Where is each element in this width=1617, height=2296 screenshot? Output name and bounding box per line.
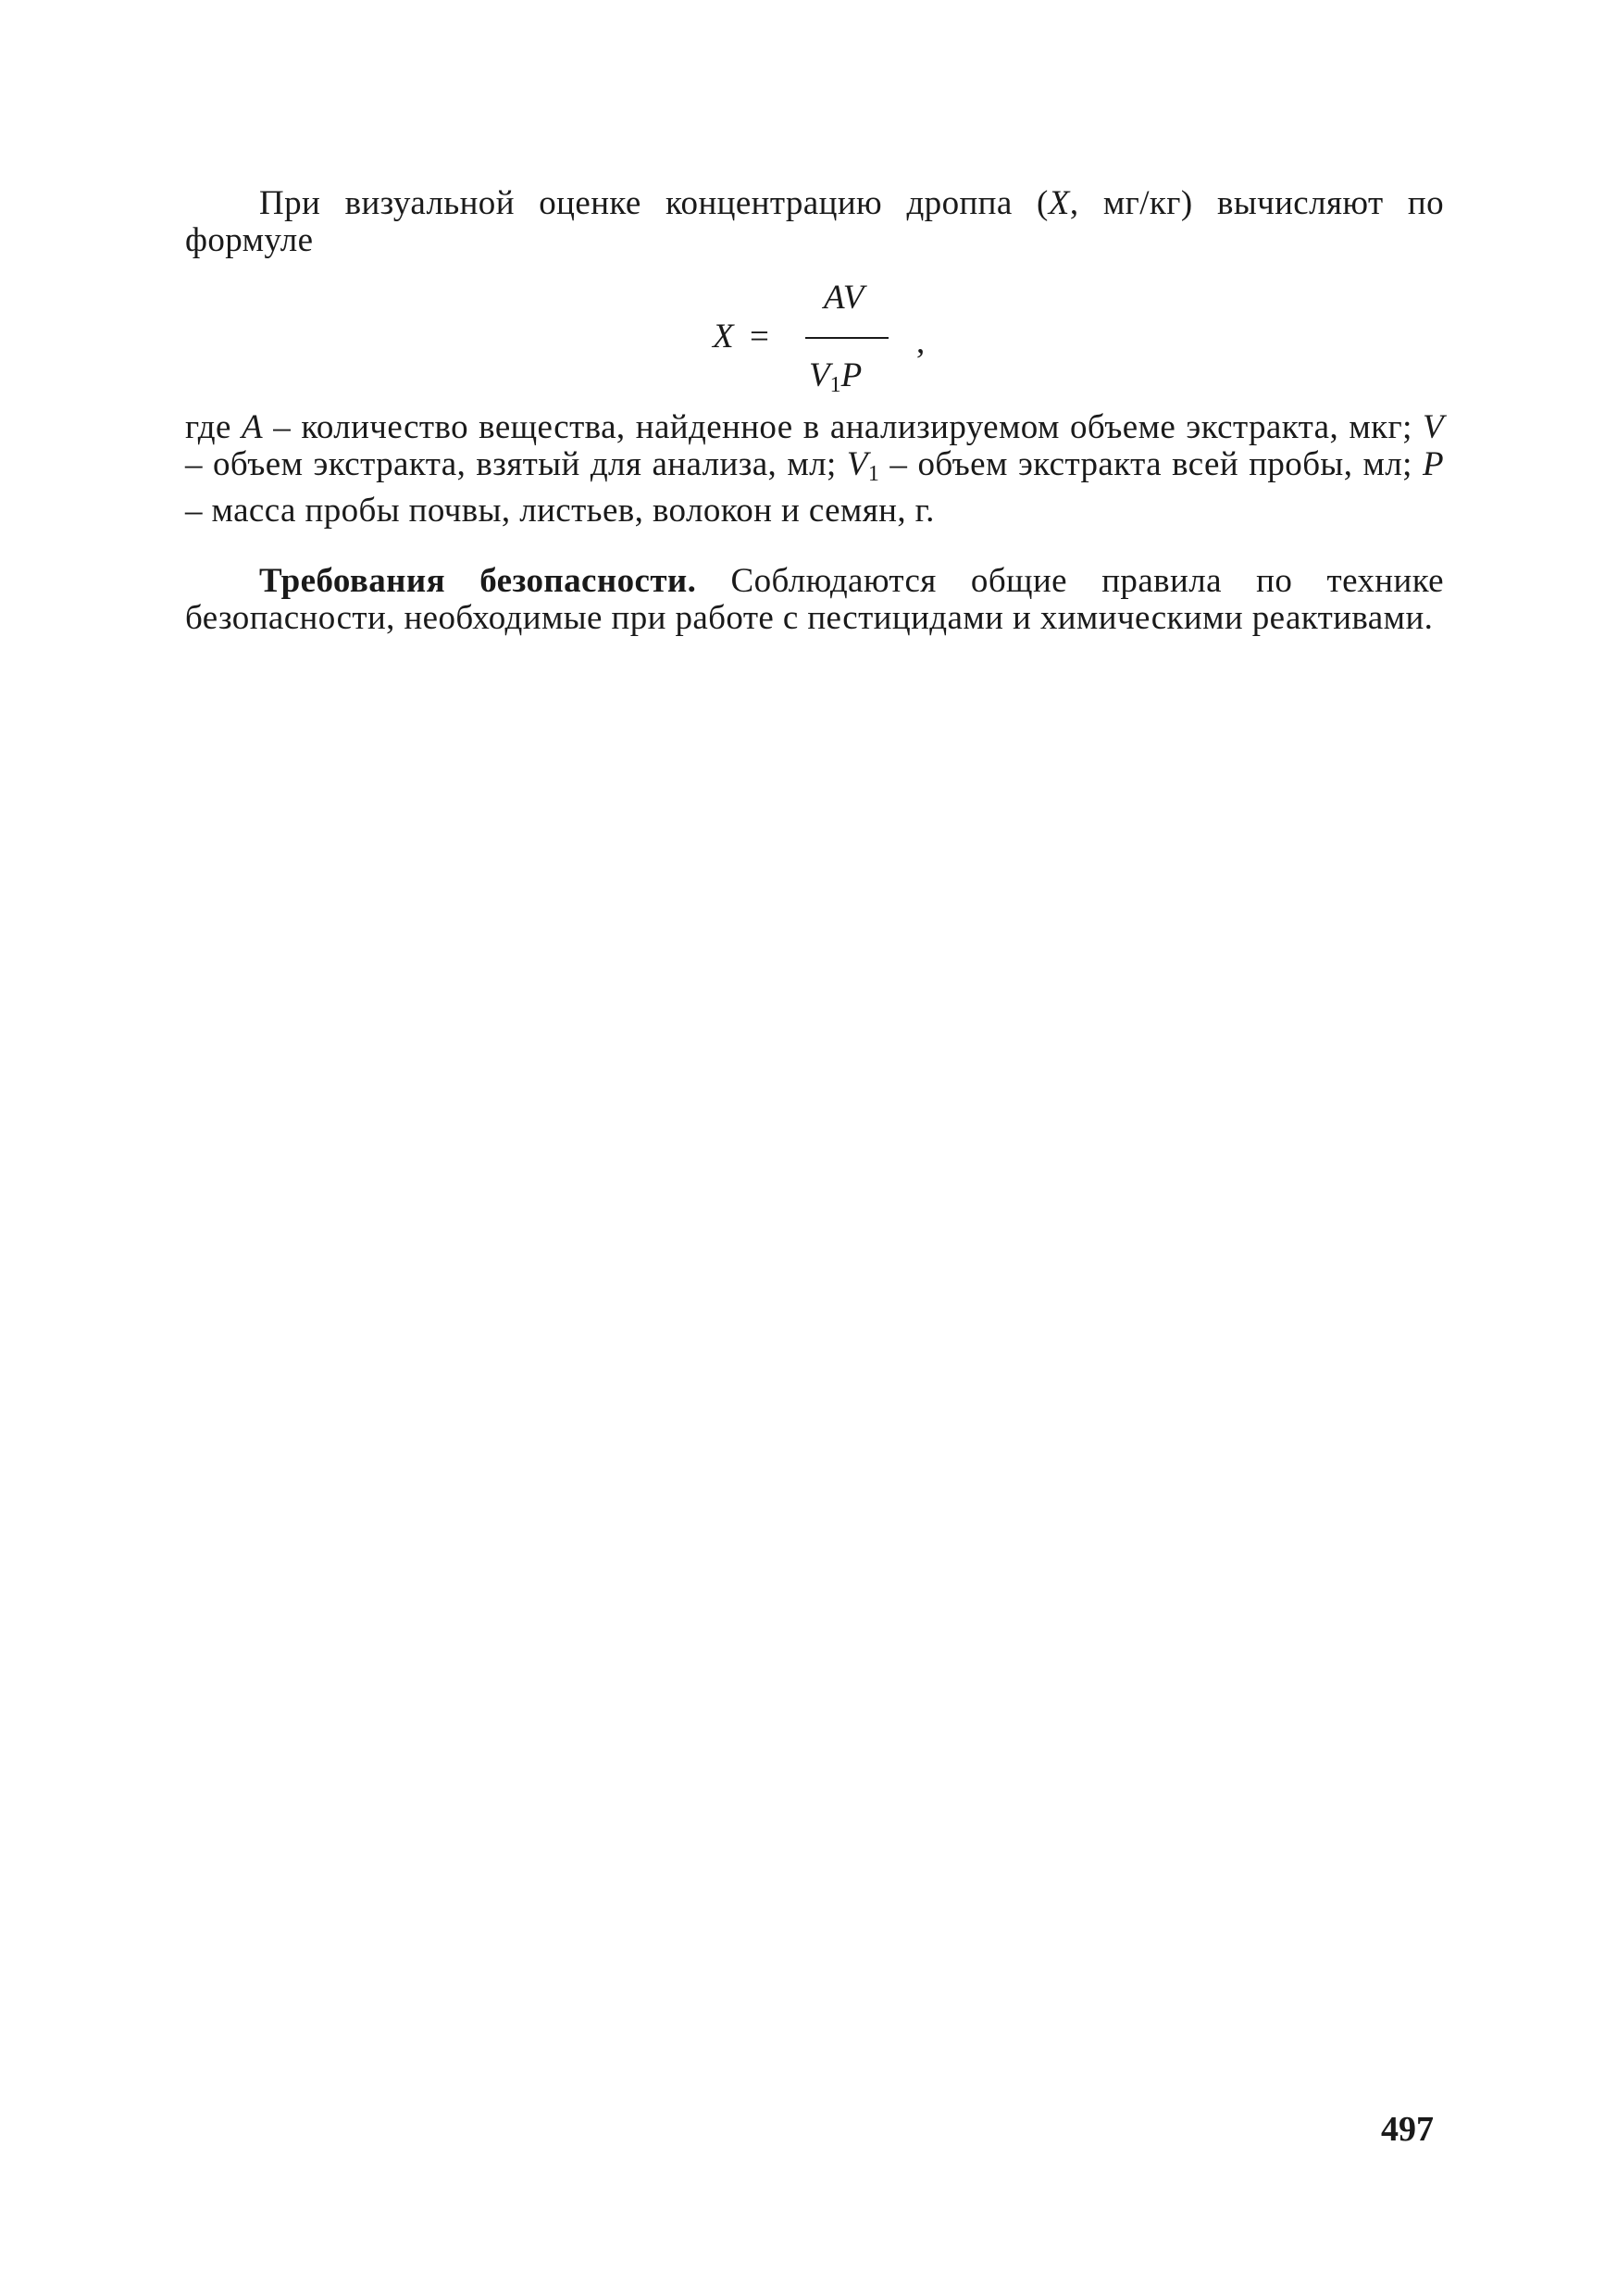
where-text-1: где — [185, 408, 242, 446]
variable-v: V — [1422, 408, 1444, 446]
intro-x-variable: X — [1048, 184, 1070, 222]
variable-v1-subscript: 1 — [867, 462, 880, 486]
variables-definition-paragraph — [185, 409, 1444, 530]
formula-equals: = — [750, 318, 769, 356]
where-text-5: – масса пробы почвы, листьев, волокон и семян, г. — [185, 492, 935, 530]
where-text-2: – количество вещества, найденное в анализируемом объеме экстракта, мкг; — [263, 408, 1423, 446]
safety-paragraph — [185, 563, 1444, 637]
variable-p: P — [1422, 445, 1444, 483]
intro-text-after: , мг/кг) вычисляют по формуле — [185, 184, 1444, 259]
formula-comma: , — [916, 323, 926, 361]
formula-denominator — [809, 356, 862, 398]
denominator-subscript: 1 — [829, 373, 841, 397]
where-text-3: – объем экстракта, взятый для анализа, мл; — [185, 445, 847, 483]
formula-lhs: X — [713, 318, 734, 356]
formula-numerator: AV — [824, 279, 864, 317]
concentration-formula — [703, 276, 981, 397]
variable-a: A — [242, 408, 264, 446]
variable-v1: V — [846, 445, 868, 483]
fraction-bar — [805, 337, 889, 339]
page-number: 497 — [1381, 2110, 1434, 2149]
intro-text-before: При визуальной оценке концентрацию дроппа ( — [259, 184, 1049, 222]
safety-heading: Требования безопасности. — [259, 562, 697, 600]
denominator-p: P — [840, 356, 863, 394]
intro-paragraph — [185, 185, 1444, 259]
safety-body: Соблюдаются общие правила по технике безопасности, необходимые при работе с пестицидами и химическими реактивами. — [185, 562, 1444, 637]
denominator-v: V — [809, 356, 830, 394]
where-text-4: – объем экстракта всей пробы, мл; — [879, 445, 1423, 483]
